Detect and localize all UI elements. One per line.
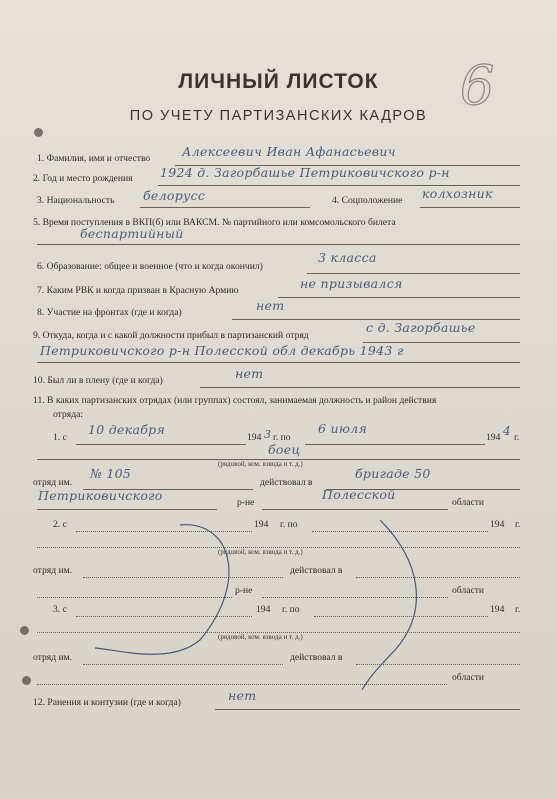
cancellation-stroke-left xyxy=(95,525,229,655)
field-2-label: 2. Год и место рождения xyxy=(33,173,133,184)
period-1-end-value: 6 июля xyxy=(318,421,368,436)
field-10-label: 10. Был ли в плену (где и когда) xyxy=(33,375,163,386)
field-7-label: 7. Каким РВК и когда призван в Красную Армию xyxy=(37,285,239,296)
field-3-value: белорусс xyxy=(143,188,206,203)
period-2-year2-label: 194 xyxy=(490,519,505,530)
period-1-po-label: г. по xyxy=(273,432,291,443)
document-title: ЛИЧНЫЙ ЛИСТОК xyxy=(178,70,379,93)
period-3-g-label: г. xyxy=(515,604,521,615)
period-3-deistvoval-label: действовал в xyxy=(290,652,343,663)
period-1-otryad-label: отряд им. xyxy=(33,477,73,488)
field-12-label: 12. Ранения и контузии (где и когда) xyxy=(33,697,181,708)
period-1-otryad-value: № 105 xyxy=(90,466,132,481)
period-1-g-label: г. xyxy=(514,432,520,443)
period-3-year2-label: 194 xyxy=(490,604,505,615)
period-1-rayon-value: Петриковичского xyxy=(38,488,163,503)
period-1-start-value: 10 декабря xyxy=(88,422,166,437)
period-2-otryad-label: отряд им. xyxy=(33,565,73,576)
period-1-deistvoval-label: действовал в xyxy=(260,477,313,488)
period-1-rank-hint: (рядовой, ком. взвода и т. д.) xyxy=(218,460,303,468)
field-9-value: с д. Загорбашье xyxy=(366,320,476,335)
document-subtitle: ПО УЧЕТУ ПАРТИЗАНСКИХ КАДРОВ xyxy=(129,108,428,124)
period-1-oblast-label: области xyxy=(452,497,485,508)
field-4-value: колхозник xyxy=(422,186,493,201)
period-2-rne-label: р-не xyxy=(235,585,253,596)
period-2-g-label: г. xyxy=(515,519,521,530)
field-1-value: Алексеевич Иван Афанасьевич xyxy=(182,144,396,159)
field-9-value-2: Петриковичского р-н Полесской обл декабрь 1943 г xyxy=(40,343,404,358)
period-1-position-value: боец xyxy=(268,442,301,457)
field-6-value: 3 класса xyxy=(318,250,377,265)
field-11-label-2: отряда: xyxy=(53,409,83,420)
period-3-rank-hint: (рядовой, ком. взвода и т. д.) xyxy=(218,633,303,641)
field-8-label: 8. Участие на фронтах (где и когда) xyxy=(37,307,182,318)
cancellation-stroke-right xyxy=(362,520,416,690)
period-3-start-prefix: 3. с xyxy=(53,604,67,615)
field-5-label: 5. Время поступления в ВКП(б) или ВАКСМ. № партийного или комсомольского билета xyxy=(33,217,396,228)
field-7-value: не призывался xyxy=(300,276,403,291)
period-2-deistvoval-label: действовал в xyxy=(290,565,343,576)
period-2-year-label: 194 xyxy=(254,519,269,530)
period-3-year-label: 194 xyxy=(256,604,271,615)
period-3-po-label: г. по xyxy=(282,604,300,615)
field-10-value: нет xyxy=(235,366,264,381)
period-1-oblast-value: Полесской xyxy=(322,487,396,502)
field-8-value: нет xyxy=(256,298,285,313)
period-1-start-prefix: 1. с xyxy=(53,432,67,443)
period-1-deistvoval-value: бригаде 50 xyxy=(355,466,431,481)
period-1-year2-value: 4 xyxy=(503,424,511,438)
period-3-oblast-label: области xyxy=(452,672,485,683)
page-number: 6 xyxy=(460,54,495,117)
field-1-label: 1. Фамилия, имя и отчество xyxy=(37,153,151,164)
field-9-label: 9. Откуда, когда и с какой должности прибыл в партизанский отряд xyxy=(33,330,309,341)
field-11-label: 11. В каких партизанских отрядах (или группах) состоял, занимаемая должность и район действия xyxy=(33,395,437,406)
field-2-value: 1924 д. Загорбашье Петриковичского р-н xyxy=(160,165,450,180)
field-6-label: 6. Образование: общее и военное (что и когда окончил) xyxy=(37,261,263,272)
period-1-year1-value: 3 xyxy=(264,428,272,441)
period-2-po-label: г. по xyxy=(280,519,298,530)
period-2-oblast-label: области xyxy=(452,585,485,596)
field-3-label: 3. Национальность xyxy=(37,195,115,206)
period-3-otryad-label: отряд им. xyxy=(33,652,73,663)
period-2-rank-hint: (рядовой, ком. взвода и т. д.) xyxy=(218,548,303,556)
field-4-label: 4. Соцположение xyxy=(332,195,403,206)
period-1-year-label: 194 xyxy=(247,432,262,443)
period-2-start-prefix: 2. с xyxy=(53,519,67,530)
field-5-value: беспартийный xyxy=(80,226,184,241)
field-12-value: нет xyxy=(228,688,257,703)
period-1-rne-label: р-не xyxy=(237,497,255,508)
period-1-year2-label: 194 xyxy=(486,432,501,443)
